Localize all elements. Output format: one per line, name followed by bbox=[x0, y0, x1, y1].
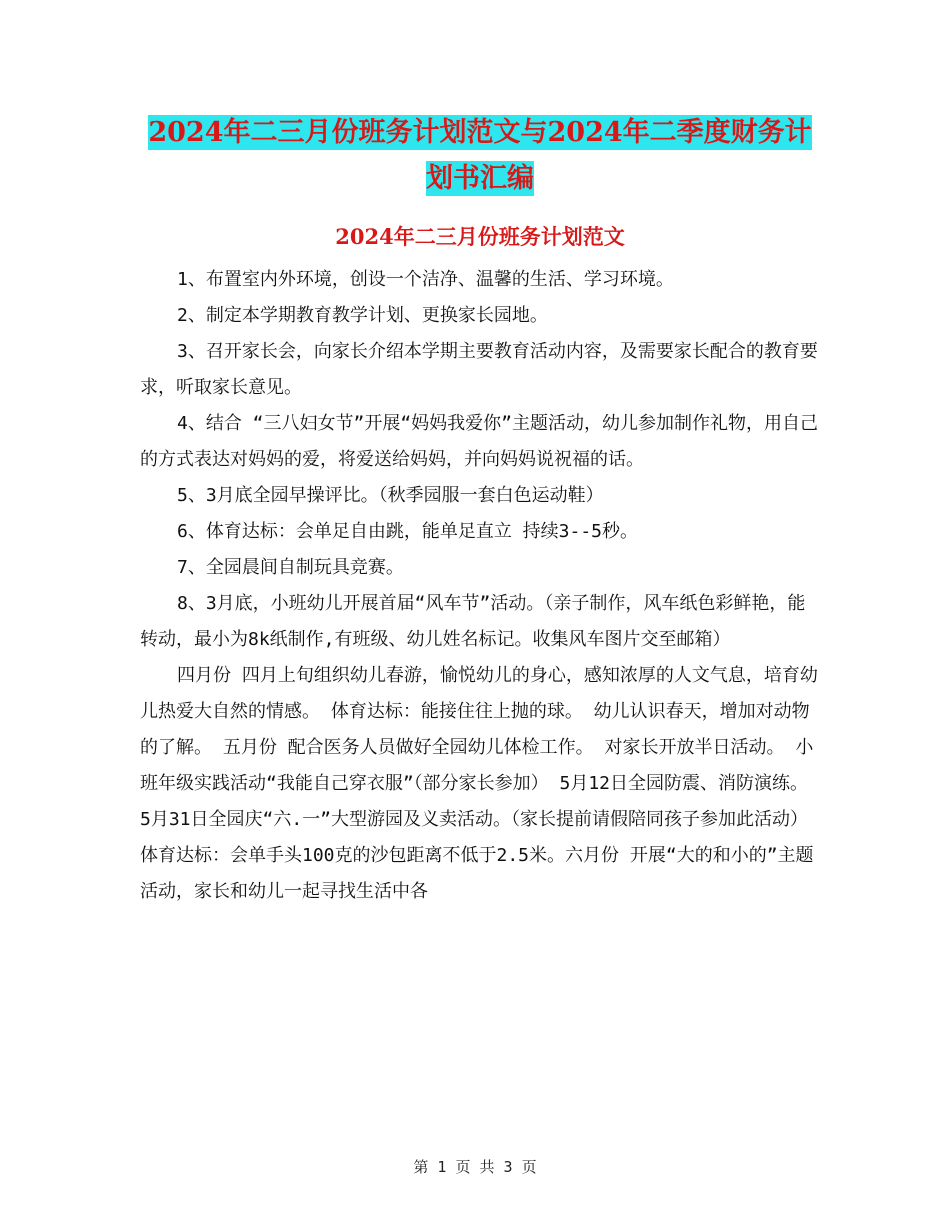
paragraph-2: 2、制定本学期教育教学计划、更换家长园地。 bbox=[177, 305, 548, 326]
paragraph-4: 4、结合 “三八妇女节”开展“妈妈我爱你”主题活动，幼儿参加制作礼物，用自己的方式表达对妈妈的爱，将爱送给妈妈，并向妈妈说祝福的话。 bbox=[140, 413, 819, 470]
section-title: 2024年二三月份班务计划范文 bbox=[335, 224, 625, 249]
paragraph-6: 6、体育达标：会单足自由跳，能单足直立 持续3--5秒。 bbox=[177, 521, 639, 542]
paragraph-8: 8、3月底，小班幼儿开展首届“风车节”活动。（亲子制作，风车纸色彩鲜艳，能转动，最小为8k纸制作,有班级、幼儿姓名标记。收集风车图片交至邮箱） bbox=[140, 593, 806, 650]
paragraph-3: 3、召开家长会，向家长介绍本学期主要教育活动内容，及需要家长配合的教育要求，听取家长意见。 bbox=[140, 341, 818, 398]
paragraph-7: 7、全园晨间自制玩具竞赛。 bbox=[177, 557, 404, 578]
document-title bbox=[140, 110, 820, 202]
paragraph-1: 1、布置室内外环境，创设一个洁净、温馨的生活、学习环境。 bbox=[177, 269, 674, 290]
paragraph-5: 5、3月底全园早操评比。（秋季园服一套白色运动鞋） bbox=[177, 485, 604, 506]
document-body bbox=[140, 262, 820, 910]
document-title-line2: 划书汇编 bbox=[426, 163, 534, 194]
page-footer: 第 1 页 共 3 页 bbox=[413, 1158, 537, 1176]
document-title-line1: 2024年二三月份班务计划范文与2024年二季度财务计 bbox=[148, 117, 812, 148]
paragraph-9: 四月份 四月上旬组织幼儿春游，愉悦幼儿的身心，感知浓厚的人文气息，培育幼儿热爱大自然的情感。 体育达标：能接住往上抛的球。 幼儿认识春天，增加对动物的了解。 五月份 配合医务人员做好全园幼儿体检工作。 对家长开放半日活动。 小班年级实践活动“我能自己穿衣服”（部分家长参加） 5月12日全园防震、消防演练。 5月31日全园庆“六.一”大型游园及义卖活动。（家长提前请假陪同孩子参加此活动） 体育达标：会单手头100克的沙包距离不低于2.5米。六月份 开展“大的和小的”主题活动，家长和幼儿一起寻找生活中各 bbox=[140, 665, 818, 902]
